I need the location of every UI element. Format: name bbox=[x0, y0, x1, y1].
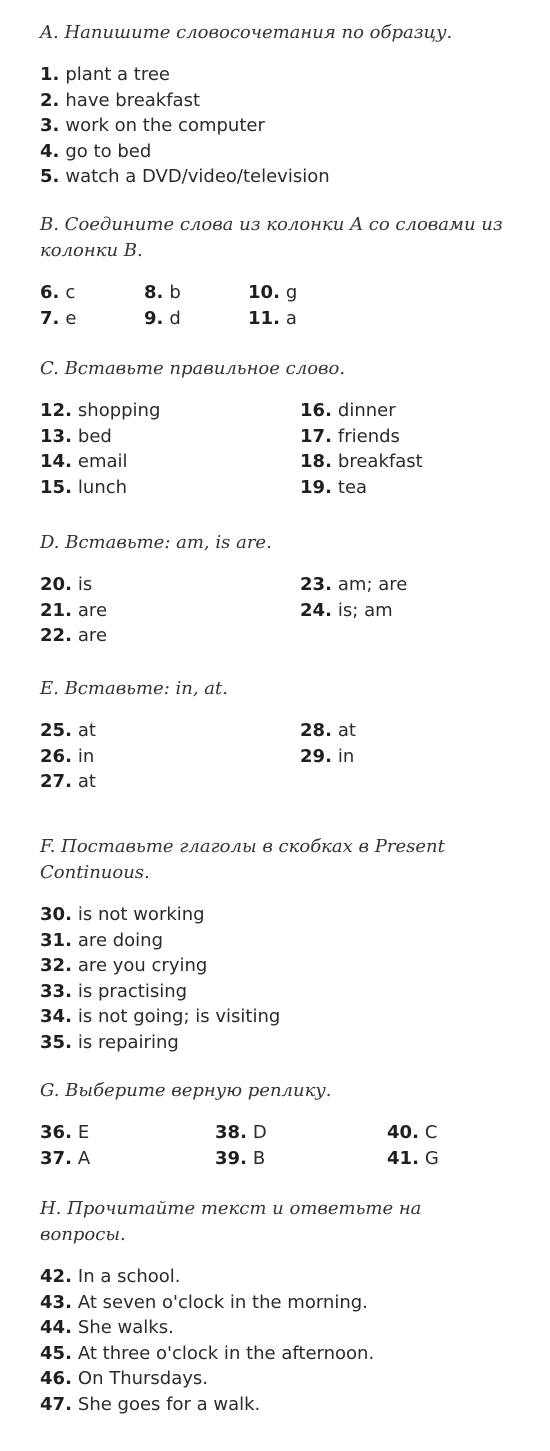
item-answer: tea bbox=[337, 476, 368, 498]
answer-item bbox=[248, 306, 348, 332]
answer-item bbox=[40, 769, 300, 795]
answer-item bbox=[144, 280, 248, 306]
item-number: 13 . bbox=[40, 426, 72, 447]
answer-item bbox=[300, 475, 510, 501]
answer-item bbox=[40, 424, 300, 450]
section-heading: G. Выберите верную реплику. bbox=[40, 1080, 332, 1101]
item-number: 12 . bbox=[40, 400, 72, 421]
item-answer: at bbox=[77, 771, 96, 792]
item-number: 16 . bbox=[300, 400, 332, 421]
answer-item bbox=[387, 1146, 487, 1172]
section-c bbox=[40, 356, 510, 500]
item-number: 36 . bbox=[40, 1122, 72, 1143]
item-number: 5 . bbox=[40, 166, 59, 187]
item-number: 37 . bbox=[40, 1148, 72, 1169]
item-number: 24 . bbox=[300, 600, 332, 621]
item-number: 1 . bbox=[40, 64, 59, 85]
item-answer: b bbox=[169, 282, 181, 303]
answer-item bbox=[40, 744, 300, 770]
item-answer: dinner bbox=[337, 400, 396, 421]
section-a bbox=[40, 20, 510, 190]
answer-item bbox=[40, 1341, 510, 1367]
answer-item bbox=[40, 953, 510, 979]
item-answer: is bbox=[77, 574, 93, 595]
answer-item bbox=[40, 1315, 510, 1341]
answer-item bbox=[300, 598, 510, 624]
item-number: 28 . bbox=[300, 720, 332, 741]
item-answer: On Thursdays. bbox=[77, 1368, 209, 1389]
answer-list bbox=[40, 1264, 510, 1417]
item-number: 2 . bbox=[40, 90, 59, 111]
item-answer: d bbox=[169, 307, 181, 329]
item-number: 22 . bbox=[40, 625, 72, 646]
item-answer: C bbox=[424, 1122, 438, 1143]
item-answer: bed bbox=[77, 425, 112, 447]
item-answer: g bbox=[285, 282, 298, 303]
answer-item bbox=[40, 113, 510, 139]
item-number: 15 . bbox=[40, 477, 72, 498]
answer-item bbox=[248, 280, 348, 306]
answer-item bbox=[40, 1290, 510, 1316]
answer-item bbox=[300, 718, 510, 744]
answer-list bbox=[40, 62, 510, 190]
item-number: 39 . bbox=[215, 1148, 247, 1169]
item-number: 27 . bbox=[40, 771, 72, 792]
item-number: 6 . bbox=[40, 282, 59, 303]
answer-grid bbox=[40, 1120, 510, 1171]
section-heading: C. Вставьте правильное слово. bbox=[40, 358, 346, 379]
answer-item bbox=[40, 623, 300, 649]
answer-item bbox=[40, 139, 510, 165]
item-number: 14 . bbox=[40, 451, 72, 472]
item-answer: plant a tree bbox=[65, 64, 170, 85]
answer-grid bbox=[40, 398, 510, 500]
item-number: 47 . bbox=[40, 1394, 72, 1415]
item-number: 34 . bbox=[40, 1006, 72, 1027]
section-heading: A. Напишите словосочетания по образцу. bbox=[40, 22, 453, 43]
answer-item bbox=[300, 572, 510, 598]
item-answer: are you crying bbox=[77, 955, 208, 976]
item-answer: She goes for a walk. bbox=[77, 1393, 261, 1415]
item-answer: G bbox=[424, 1147, 439, 1169]
section-b bbox=[40, 212, 510, 331]
item-answer: go to bed bbox=[65, 140, 152, 162]
answer-item bbox=[40, 1146, 215, 1172]
item-answer: are bbox=[77, 599, 108, 621]
section-heading: D. Вставьте: am, is are. bbox=[40, 532, 272, 553]
answer-item bbox=[40, 1366, 510, 1392]
answer-grid bbox=[40, 280, 510, 331]
item-answer: have breakfast bbox=[65, 89, 201, 111]
item-answer: She walks. bbox=[77, 1317, 174, 1338]
item-answer: A bbox=[77, 1147, 91, 1169]
item-number: 41 . bbox=[387, 1148, 419, 1169]
item-number: 31 . bbox=[40, 930, 72, 951]
answer-item bbox=[215, 1146, 387, 1172]
item-number: 25 . bbox=[40, 720, 72, 741]
item-number: 33 . bbox=[40, 981, 72, 1002]
answer-item bbox=[300, 744, 510, 770]
item-answer: B bbox=[252, 1147, 266, 1169]
item-number: 4 . bbox=[40, 141, 59, 162]
answer-list bbox=[40, 902, 510, 1055]
item-answer: are bbox=[77, 625, 108, 646]
item-answer: is not going; is visiting bbox=[77, 1006, 281, 1027]
item-number: 30 . bbox=[40, 904, 72, 925]
item-number: 18 . bbox=[300, 451, 332, 472]
item-answer: At seven o'clock in the morning. bbox=[77, 1291, 368, 1313]
item-number: 45 . bbox=[40, 1343, 72, 1364]
item-answer: shopping bbox=[77, 400, 161, 421]
item-answer: a bbox=[285, 307, 297, 329]
item-number: 40 . bbox=[387, 1122, 419, 1143]
item-answer: In a school. bbox=[77, 1266, 181, 1287]
item-answer: email bbox=[77, 451, 128, 472]
item-answer: in bbox=[77, 745, 95, 767]
item-number: 3 . bbox=[40, 115, 59, 136]
section-e bbox=[40, 676, 510, 795]
item-number: 21 . bbox=[40, 600, 72, 621]
item-number: 10 . bbox=[248, 282, 280, 303]
answer-item bbox=[40, 88, 510, 114]
item-number: 23 . bbox=[300, 574, 332, 595]
item-answer: E bbox=[77, 1122, 90, 1143]
answer-item bbox=[40, 1264, 510, 1290]
answer-item bbox=[40, 1004, 510, 1030]
item-answer: is not working bbox=[77, 904, 205, 925]
item-answer: am; are bbox=[337, 574, 408, 595]
item-answer: D bbox=[252, 1122, 267, 1143]
answer-item bbox=[300, 398, 510, 424]
item-number: 9 . bbox=[144, 308, 163, 329]
section-heading: H. Прочитайте текст и ответьте на вопросы. bbox=[40, 1198, 422, 1245]
item-number: 46 . bbox=[40, 1368, 72, 1389]
item-answer: c bbox=[65, 282, 76, 303]
item-number: 26 . bbox=[40, 746, 72, 767]
item-number: 19 . bbox=[300, 477, 332, 498]
answer-item bbox=[40, 979, 510, 1005]
answer-item bbox=[300, 449, 510, 475]
item-answer: in bbox=[337, 745, 355, 767]
answer-grid bbox=[40, 718, 510, 795]
section-heading: F. Поставьте глаголы в скобках в Present Continuous. bbox=[40, 836, 445, 883]
item-number: 44 . bbox=[40, 1317, 72, 1338]
item-number: 38 . bbox=[215, 1122, 247, 1143]
answer-item bbox=[40, 475, 300, 501]
section-g bbox=[40, 1078, 510, 1171]
item-answer: watch a DVD/video/television bbox=[65, 166, 330, 187]
section-f bbox=[40, 834, 510, 1055]
answer-item bbox=[40, 164, 510, 190]
answer-item bbox=[40, 1030, 510, 1056]
answer-item bbox=[40, 1120, 215, 1146]
answer-item bbox=[40, 398, 300, 424]
item-answer: is practising bbox=[77, 980, 188, 1002]
answer-item bbox=[40, 928, 510, 954]
item-number: 42 . bbox=[40, 1266, 72, 1287]
item-number: 8 . bbox=[144, 282, 163, 303]
item-number: 17 . bbox=[300, 426, 332, 447]
answer-item bbox=[40, 598, 300, 624]
item-number: 7 . bbox=[40, 308, 59, 329]
answer-item bbox=[40, 718, 300, 744]
answer-item bbox=[40, 902, 510, 928]
answer-item bbox=[40, 1392, 510, 1418]
item-number: 11 . bbox=[248, 308, 280, 329]
item-answer: e bbox=[65, 307, 77, 329]
section-d bbox=[40, 530, 510, 649]
section-h bbox=[40, 1196, 510, 1417]
answer-item bbox=[144, 306, 248, 332]
answer-item bbox=[40, 62, 510, 88]
item-number: 29 . bbox=[300, 746, 332, 767]
item-number: 35 . bbox=[40, 1032, 72, 1053]
item-answer: is repairing bbox=[77, 1031, 179, 1053]
item-number: 43 . bbox=[40, 1292, 72, 1313]
answer-item bbox=[300, 424, 510, 450]
item-answer: at bbox=[77, 720, 96, 741]
item-answer: work on the computer bbox=[65, 115, 265, 136]
answer-item bbox=[40, 306, 144, 332]
item-answer: friends bbox=[337, 425, 400, 447]
item-answer: are doing bbox=[77, 929, 164, 951]
item-answer: at bbox=[337, 720, 356, 741]
item-answer: lunch bbox=[77, 476, 128, 498]
answer-item bbox=[215, 1120, 387, 1146]
item-answer: At three o'clock in the afternoon. bbox=[77, 1342, 375, 1364]
answer-item bbox=[40, 280, 144, 306]
section-heading: B. Соедините слова из колонки A со словами из колонки B. bbox=[40, 214, 503, 261]
section-heading: E. Вставьте: in, at. bbox=[40, 678, 228, 699]
item-number: 32 . bbox=[40, 955, 72, 976]
item-number: 20 . bbox=[40, 574, 72, 595]
answer-item bbox=[40, 449, 300, 475]
answer-item bbox=[40, 572, 300, 598]
answer-grid bbox=[40, 572, 510, 649]
answer-item bbox=[387, 1120, 487, 1146]
item-answer: is; am bbox=[337, 599, 393, 621]
item-answer: breakfast bbox=[337, 451, 423, 472]
